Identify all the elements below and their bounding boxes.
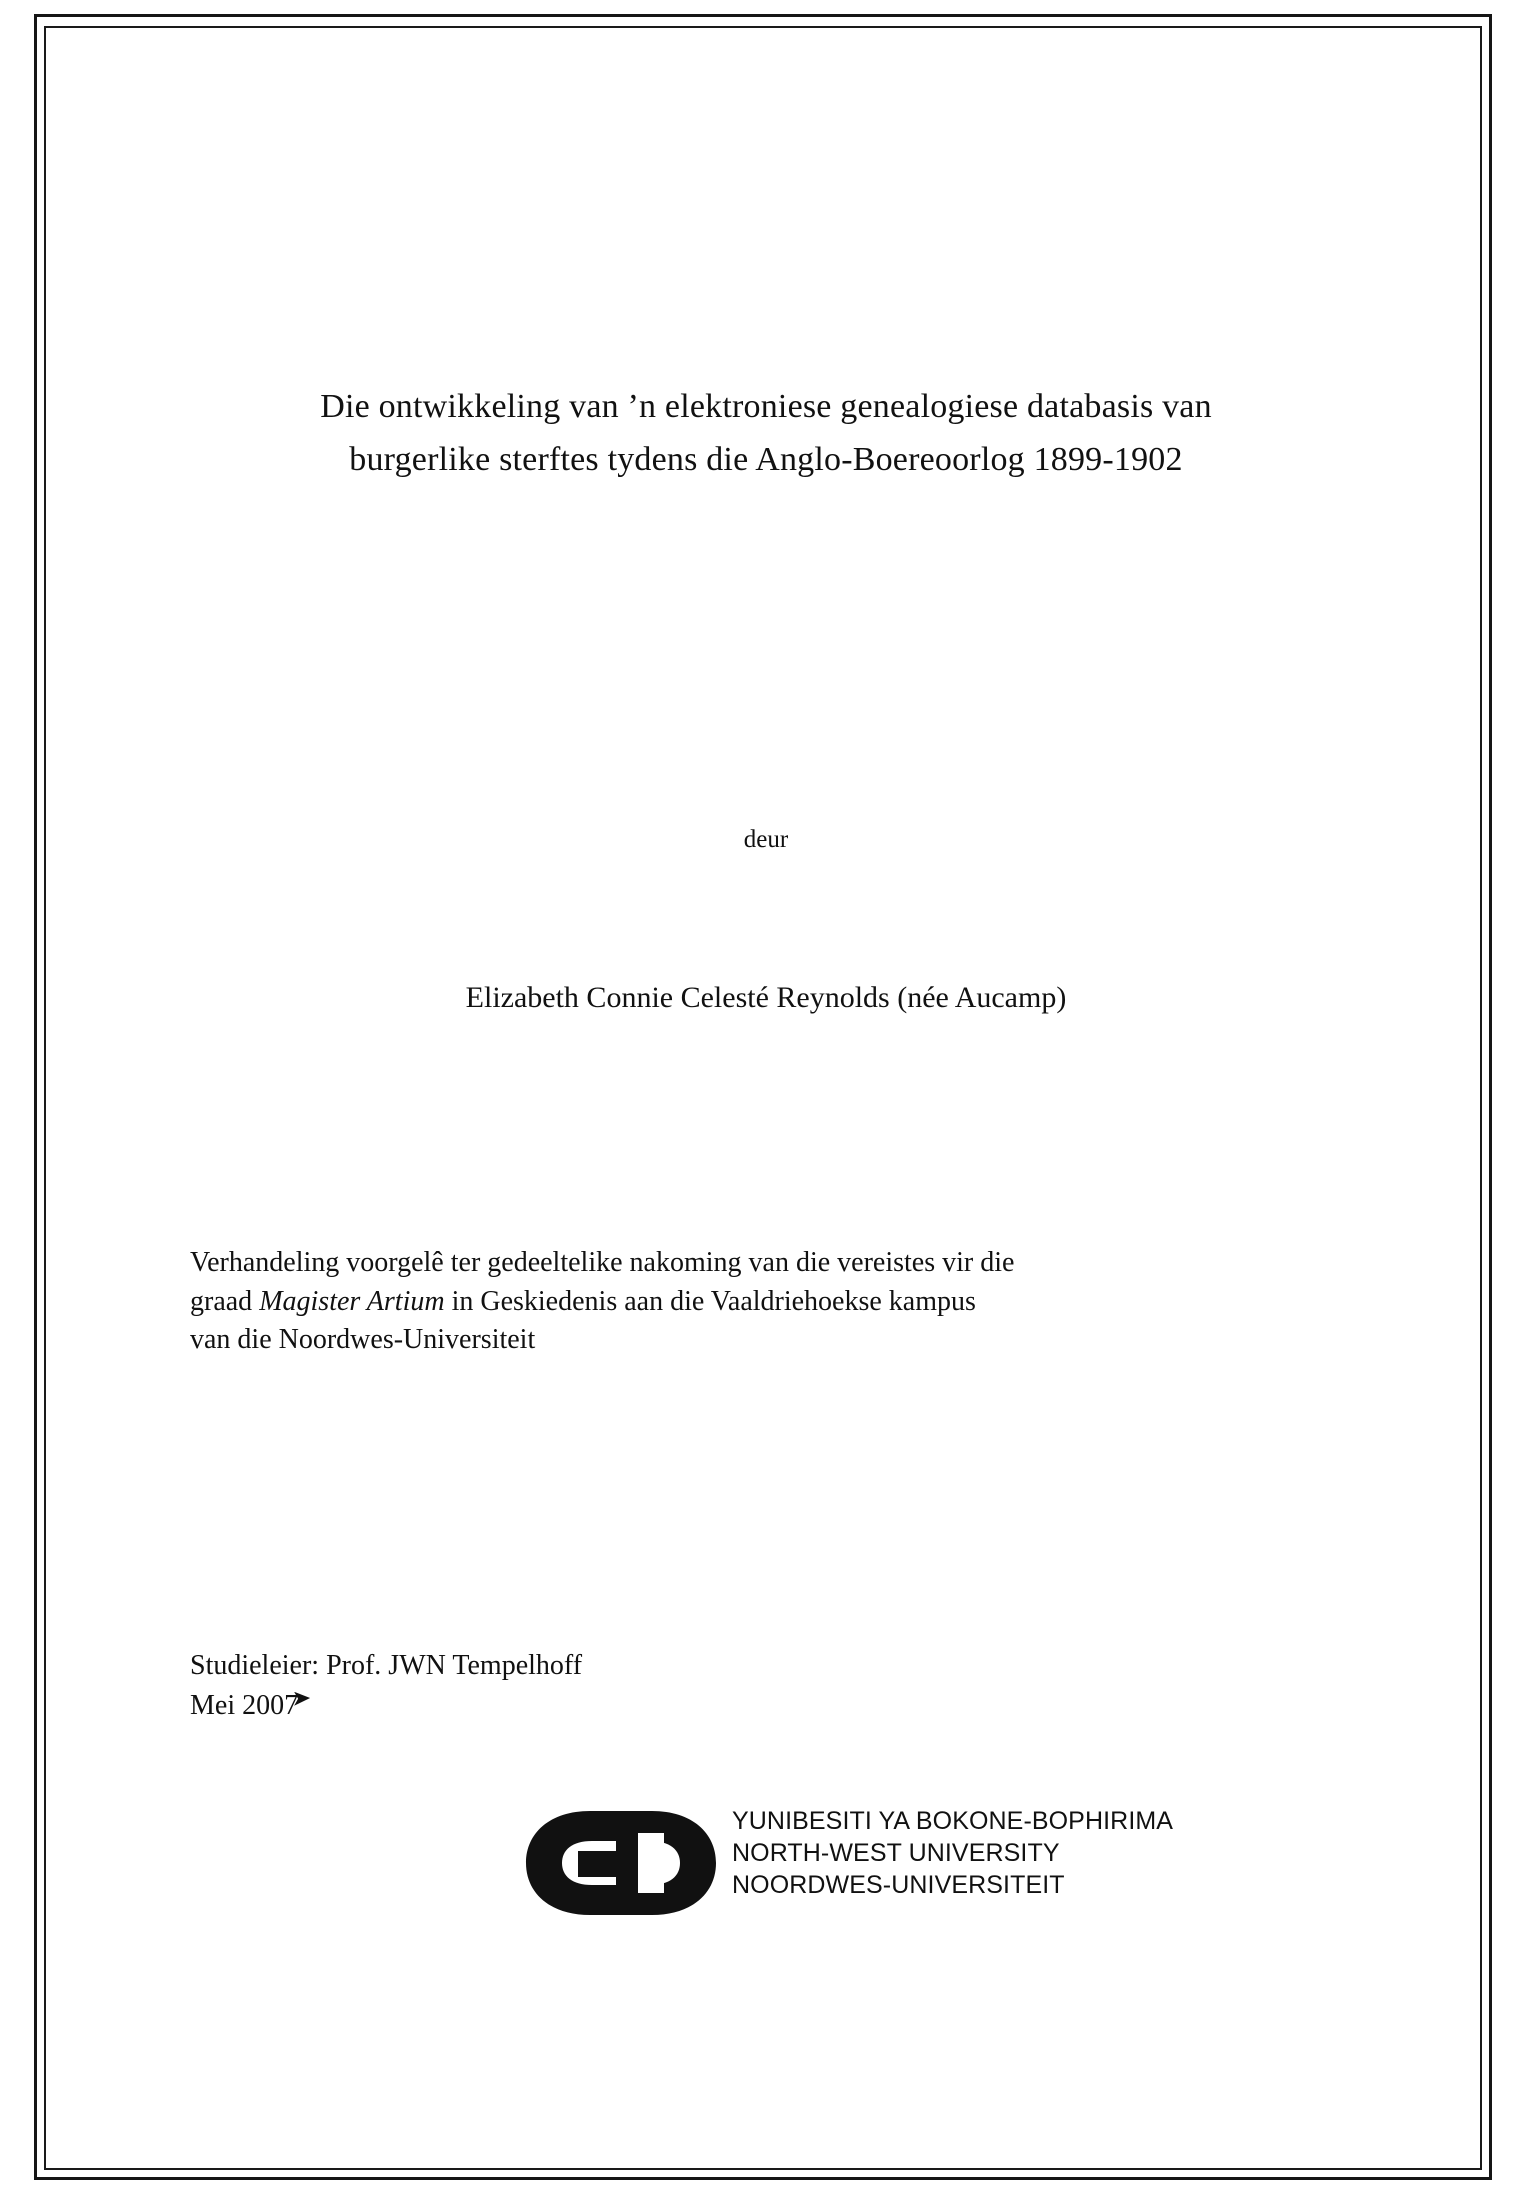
supervisor-line: Studieleier: Prof. JWN Tempelhoff [190,1650,583,1681]
page-title [155,381,1377,486]
degree-name: Magister Artium [259,1285,445,1317]
logo-text-block [732,1805,1173,1901]
page-content [140,26,1390,2170]
logo-line-3: NOORDWES-UNIVERSITEIT [732,1871,1065,1899]
statement-line-2 [190,1283,1345,1322]
statement-line-2-prefix: graad [190,1285,260,1317]
university-logo [470,1801,1190,1931]
author-name: Elizabeth Connie Celesté Reynolds (née Aucamp) [465,981,1067,1014]
statement-line-1: Verhandeling voorgelê ter gedeeltelike nakoming van die vereistes vir die [190,1247,1015,1278]
statement-line-2-suffix: in Geskiedenis aan die Vaaldriehoekse kampus [444,1285,976,1317]
title-line-2: burgerlike sterftes tydens die Anglo-Boereoorlog 1899-1902 [349,440,1183,478]
title-line-1: Die ontwikkeling van ’n elektroniese genealogiese databasis van [320,388,1212,425]
logo-line-2: NORTH-WEST UNIVERSITY [732,1839,1060,1867]
date-text: Mei 2007 [190,1689,299,1721]
degree-statement [190,1244,1345,1360]
logo-line-1: YUNIBESITI YA BOKONE-BOPHIRIMA [732,1807,1174,1835]
supervisor-block [190,1646,1290,1726]
by-label: deur [743,826,789,853]
statement-line-3: van die Noordwes-Universiteit [190,1324,536,1356]
date-line [190,1686,298,1726]
nwu-logo-icon [520,1807,730,1919]
